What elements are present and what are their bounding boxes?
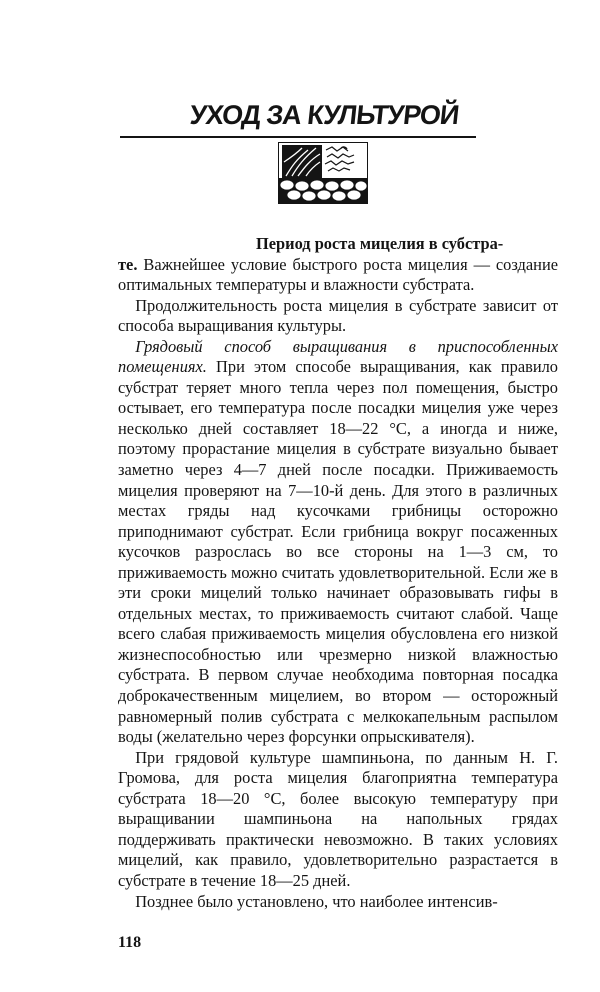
section-subheading: Период роста мицелия в субстра-	[256, 234, 504, 253]
paragraph-1	[118, 234, 558, 296]
paragraph-4: При грядовой культуре шампиньона, по данным Н. Г. Громова, для роста мицелия благоприятна температура субстрата 18—20 °С, более высокую температуру при выращивании шампиньона на напольных грядах поддерживать практически невозможно. В таких условиях мицелий, как правило, удовлетворительно разрастается в субстрате в течение 18—25 дней.	[118, 747, 558, 890]
title-divider	[120, 136, 476, 138]
paragraph-3	[118, 337, 558, 748]
method-title: Грядовый способ выращивания в приспособленных помещениях.	[118, 336, 558, 377]
section-subheading-end: те.	[118, 254, 138, 274]
page-number: 118	[118, 934, 142, 951]
body-text	[118, 234, 558, 912]
paragraph-3-body: При этом способе выращивания, как правило субстрат теряет много тепла через пол помещения, быстро остывает, его температура после посадки мицелия уже через несколько дней составляет 18—22 °С, а иногда и ниже, поэтому прорастание мицелия в субстрате визуально бывает заметно через 4—7 дней после посадки. Приживаемость мицелия проверяют на 7—10-й день. Для этого в различных местах гряды над кусочками грибницы осторожно приподнимают субстрат. Если грибница вокруг посаженных кусочков разрослась во все стороны на 1—3 см, то приживаемость можно считать удовлетворительной. Если же в эти сроки мицелий только начинает образовывать гифы в отдельных местах, то приживаемость считают слабой. Чаще всего слабая приживаемость мицелия обусловлена его низкой жизнеспособностью или чрезмерно низкой влажностью субстрата. В первом случае необходима повторная посадка доброкачественным мицелием, во втором — осторожный равномерный полив субстрата с мелкокапельным распылом воды (желательно через форсунки опрыскивателя).	[118, 357, 558, 747]
paragraph-5: Позднее было установлено, что наиболее интенсив-	[135, 891, 498, 911]
paragraph-1-body: Важнейшее условие быстрого роста мицелия — создание оптимальных температуры и влажности субстрата.	[118, 254, 558, 295]
chapter-title: УХОД ЗА КУЛЬТУРОЙ	[188, 100, 460, 130]
paragraph-2: Продолжительность роста мицелия в субстрате зависит от способа выращивания культуры.	[118, 295, 558, 336]
mushroom-bed-engraving-icon	[278, 142, 368, 204]
